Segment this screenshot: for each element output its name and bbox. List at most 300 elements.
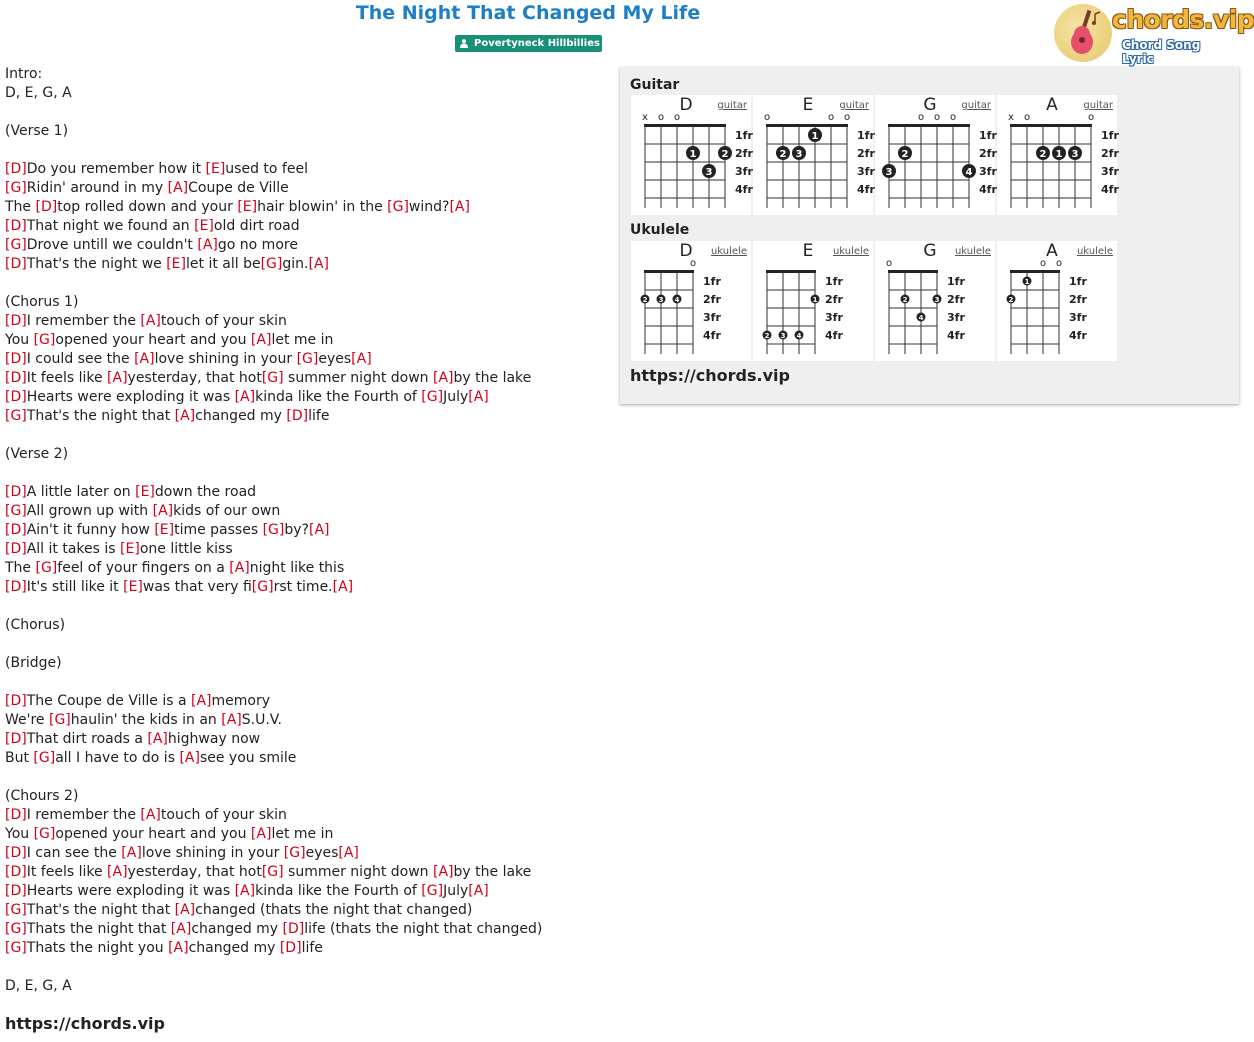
ukulele-chord-diagram-a[interactable]	[997, 241, 1117, 361]
chord-marker[interactable]: [G]	[5, 940, 27, 956]
chord-marker[interactable]: [A]	[121, 845, 142, 861]
chord-marker[interactable]: [D]	[5, 883, 27, 899]
chord-marker[interactable]: [G]	[421, 389, 444, 405]
lyric-text: haulin' the kids in an	[70, 712, 222, 728]
chord-marker[interactable]: [A]	[140, 807, 161, 823]
lyric-text: Intro:	[5, 66, 43, 82]
lyric-text: D, E, G, A	[5, 978, 72, 994]
lyric-text: You	[5, 826, 34, 842]
finger-dot	[808, 128, 822, 142]
fret-label: 2fr	[1069, 293, 1087, 306]
fret-label: 3fr	[979, 165, 997, 178]
finger-number: 1	[811, 131, 819, 142]
chord-marker[interactable]: [D]	[5, 370, 27, 386]
chord-marker[interactable]: [G]	[251, 579, 274, 595]
lyric-line	[5, 255, 542, 274]
fretboard-grid	[753, 95, 873, 215]
lyric-line	[5, 711, 542, 730]
chord-marker[interactable]: [E]	[237, 199, 258, 215]
chord-marker[interactable]: [A]	[308, 256, 329, 272]
lyric-text: I remember the	[26, 313, 141, 329]
finger-dot	[898, 146, 912, 160]
chord-marker[interactable]: [A]	[174, 408, 196, 424]
open-string-marker: o	[1039, 258, 1047, 269]
instrument-link[interactable]: ukulele	[710, 246, 747, 257]
instrument-link[interactable]: guitar	[961, 100, 991, 111]
chord-marker[interactable]: [G]	[5, 237, 27, 253]
finger-number: 2	[1008, 296, 1014, 304]
chord-marker[interactable]: [G]	[49, 712, 71, 728]
fret-label: 1fr	[947, 275, 965, 288]
instrument-link[interactable]: ukulele	[832, 246, 869, 257]
panel-site-url[interactable]: https://chords.vip	[630, 366, 790, 385]
finger-number: 2	[902, 296, 908, 304]
chord-marker[interactable]: [A]	[433, 864, 454, 880]
lyric-text: I remember the	[26, 807, 141, 823]
fret-label: 4fr	[947, 329, 965, 342]
lyric-text: eyes	[305, 845, 339, 861]
finger-number: 4	[674, 296, 680, 304]
finger-number: 2	[901, 149, 909, 160]
song-title: The Night That Changed My Life	[355, 2, 701, 24]
fret-label: 4fr	[1069, 329, 1087, 342]
chord-marker[interactable]: [E]	[166, 256, 186, 272]
guitar-logo-icon	[1054, 4, 1112, 62]
lyric-line	[5, 920, 542, 939]
lyric-line	[5, 293, 542, 312]
lyric-text: love shining in your	[141, 845, 284, 861]
lyric-line	[5, 502, 542, 521]
open-string-marker: o	[827, 112, 835, 123]
lyric-line	[5, 616, 542, 635]
chord-marker[interactable]: [D]	[5, 313, 27, 329]
chord-marker[interactable]: [A]	[174, 902, 196, 918]
finger-dot	[811, 295, 820, 305]
lyric-text: It's still like it	[26, 579, 124, 595]
instrument-link[interactable]: ukulele	[954, 246, 991, 257]
instrument-link[interactable]: guitar	[717, 100, 747, 111]
ukulele-section-label: Ukulele	[630, 222, 690, 238]
open-string-marker: o	[885, 258, 893, 269]
open-string-marker: o	[689, 258, 697, 269]
lyric-text: (Chours 2)	[5, 788, 79, 804]
chord-marker[interactable]: [D]	[5, 389, 27, 405]
chord-marker[interactable]: [E]	[135, 484, 155, 500]
finger-number: 4	[918, 314, 924, 322]
fret-label: 3fr	[857, 165, 875, 178]
chord-marker[interactable]: [A]	[468, 389, 489, 405]
finger-dot	[933, 295, 942, 305]
lyric-line	[5, 350, 542, 369]
open-string-marker: o	[1055, 258, 1063, 269]
person-icon	[460, 39, 468, 48]
chord-marker[interactable]: [D]	[279, 940, 302, 956]
chord-marker[interactable]: [A]	[332, 579, 354, 595]
lyric-text: love shining in your	[154, 351, 297, 367]
chord-marker[interactable]: [G]	[5, 902, 27, 918]
lyric-line	[5, 882, 542, 901]
lyric-line	[5, 749, 542, 768]
lyric-text: S.U.V.	[241, 712, 283, 728]
lyric-line	[5, 369, 542, 388]
finger-number: 3	[885, 167, 893, 178]
fretboard-grid	[631, 95, 751, 215]
lyrics-block	[5, 65, 542, 996]
chord-marker[interactable]: [G]	[5, 921, 27, 937]
lyric-text: see you smile	[199, 750, 297, 766]
lyric-text: Drove untill we couldn't	[26, 237, 198, 253]
open-string-marker: o	[1087, 112, 1095, 123]
lyric-line	[5, 236, 542, 255]
lyric-text: (Verse 1)	[5, 123, 69, 139]
chord-marker[interactable]: [A]	[250, 332, 272, 348]
chord-marker[interactable]: [D]	[5, 845, 27, 861]
open-string-marker: o	[763, 112, 771, 123]
lyric-line	[5, 331, 542, 350]
fretboard-grid	[875, 95, 995, 215]
artist-name: Povertyneck Hillbillies	[474, 38, 600, 49]
fret-label: 2fr	[735, 147, 753, 160]
lyric-text: summer night down	[283, 370, 433, 386]
finger-number: 1	[1055, 149, 1063, 160]
chord-marker[interactable]: [A]	[197, 237, 218, 253]
guitar-chord-diagram-e[interactable]	[753, 95, 873, 215]
finger-dot	[641, 295, 650, 305]
lyric-line	[5, 407, 542, 426]
finger-number: 1	[812, 296, 818, 304]
chord-name: E	[802, 241, 814, 261]
lyric-line	[5, 673, 542, 692]
chord-marker[interactable]: [A]	[152, 503, 174, 519]
finger-dot	[901, 295, 910, 305]
chord-name: D	[679, 95, 693, 115]
chord-marker[interactable]: [G]	[33, 750, 56, 766]
lyric-text: yesterday, that hot	[127, 370, 262, 386]
chord-marker[interactable]: [A]	[134, 351, 155, 367]
chord-marker[interactable]: [D]	[5, 218, 27, 234]
fret-label: 1fr	[703, 275, 721, 288]
logo-tagline: Chord Song Lyric	[1122, 38, 1201, 66]
chord-marker[interactable]: [G]	[260, 256, 283, 272]
ukulele-chord-diagram-d[interactable]	[631, 241, 751, 361]
finger-dot	[795, 331, 804, 341]
chord-marker[interactable]: [D]	[5, 864, 27, 880]
chord-marker[interactable]: [A]	[338, 845, 359, 861]
chord-name: D	[679, 241, 693, 261]
fret-label: 2fr	[947, 293, 965, 306]
lyric-line	[5, 578, 542, 597]
lyric-text: Ridin' around in my	[26, 180, 168, 196]
fret-label: 4fr	[825, 329, 843, 342]
chord-marker[interactable]: [D]	[5, 522, 27, 538]
chord-marker[interactable]: [D]	[5, 541, 27, 557]
open-string-marker: o	[657, 112, 665, 123]
lyric-line	[5, 179, 542, 198]
finger-number: 3	[1071, 149, 1079, 160]
chord-marker[interactable]: [A]	[234, 389, 256, 405]
chord-marker[interactable]: [G]	[261, 370, 284, 386]
fret-label: 2fr	[703, 293, 721, 306]
chord-marker[interactable]: [E]	[194, 218, 214, 234]
lyric-line	[5, 160, 542, 179]
lyric-line	[5, 863, 542, 882]
lyric-text: changed (thats the night that changed)	[195, 902, 473, 918]
finger-dot	[917, 313, 926, 323]
chord-marker[interactable]: [D]	[35, 199, 58, 215]
open-string-marker: o	[1023, 112, 1031, 123]
guitar-chord-diagram-g[interactable]	[875, 95, 995, 215]
lyric-text: let me in	[271, 826, 334, 842]
lyric-line	[5, 312, 542, 331]
fret-label: 1fr	[825, 275, 843, 288]
lyric-line	[5, 768, 542, 787]
muted-string-marker: x	[1008, 112, 1014, 123]
chord-marker[interactable]: [E]	[154, 522, 175, 538]
chord-name: A	[1046, 95, 1058, 115]
chord-marker[interactable]: [G]	[35, 560, 58, 576]
lyric-line	[5, 939, 542, 958]
fret-label: 2fr	[979, 147, 997, 160]
chord-marker[interactable]: [A]	[433, 370, 454, 386]
lyric-text: kinda like the Fourth of	[255, 389, 422, 405]
finger-number: 2	[642, 296, 648, 304]
lyric-text: by?	[284, 522, 309, 538]
lyric-text: life (thats the night that changed)	[304, 921, 543, 937]
chord-marker[interactable]: [A]	[221, 712, 242, 728]
chord-name: G	[923, 241, 937, 261]
lyric-text: July	[443, 389, 469, 405]
open-string-marker: o	[917, 112, 925, 123]
lyric-text: old dirt road	[213, 218, 300, 234]
chord-marker[interactable]: [G]	[387, 199, 409, 215]
chord-marker[interactable]: [E]	[205, 161, 226, 177]
chord-marker[interactable]: [E]	[123, 579, 143, 595]
lyric-text: by the lake	[453, 864, 532, 880]
lyric-text: time passes	[174, 522, 263, 538]
lyric-line	[5, 844, 542, 863]
lyric-text: Hearts were exploding it was	[26, 883, 235, 899]
lyric-line	[5, 217, 542, 236]
lyric-text: The Coupe de Ville is a	[26, 693, 191, 709]
finger-dot	[686, 146, 700, 160]
finger-dot	[882, 164, 896, 178]
finger-number: 1	[689, 149, 697, 160]
site-url-footer[interactable]: https://chords.vip	[5, 1014, 165, 1033]
chord-marker[interactable]: [A]	[229, 560, 250, 576]
fret-label: 1fr	[857, 129, 875, 142]
chord-marker[interactable]: [A]	[308, 522, 330, 538]
lyric-text: I can see the	[26, 845, 122, 861]
chord-marker[interactable]: [G]	[261, 864, 284, 880]
fretboard-grid	[753, 241, 873, 361]
lyric-line	[5, 635, 542, 654]
chord-marker[interactable]: [A]	[179, 750, 200, 766]
lyric-text: let me in	[271, 332, 334, 348]
chord-marker[interactable]: [G]	[33, 332, 56, 348]
lyric-text: But	[5, 750, 34, 766]
finger-number: 3	[658, 296, 664, 304]
instrument-link[interactable]: guitar	[839, 100, 869, 111]
finger-dot	[1068, 146, 1082, 160]
lyric-line	[5, 597, 542, 616]
lyric-line	[5, 122, 542, 141]
chord-marker[interactable]: [G]	[5, 408, 27, 424]
finger-dot	[702, 164, 716, 178]
fret-label: 3fr	[1069, 311, 1087, 324]
chord-marker[interactable]: [D]	[5, 161, 27, 177]
chord-marker[interactable]: [A]	[351, 351, 372, 367]
chord-marker[interactable]: [E]	[120, 541, 140, 557]
lyric-text: feel of your fingers on a	[57, 560, 230, 576]
lyric-text: All grown up with	[26, 503, 153, 519]
chord-marker[interactable]: [A]	[170, 921, 192, 937]
lyric-text: The	[5, 560, 36, 576]
chord-marker[interactable]: [A]	[140, 313, 161, 329]
lyric-line	[5, 274, 542, 293]
lyric-line	[5, 426, 542, 445]
lyric-text: opened your heart and you	[55, 826, 251, 842]
lyric-text: That's the night that	[26, 408, 175, 424]
chord-marker[interactable]: [G]	[421, 883, 444, 899]
chord-marker[interactable]: [G]	[5, 503, 27, 519]
finger-dot	[1036, 146, 1050, 160]
lyric-text: kids of our own	[173, 503, 281, 519]
lyric-line	[5, 141, 542, 160]
lyric-text: (Verse 2)	[5, 446, 69, 462]
chord-marker[interactable]: [G]	[262, 522, 285, 538]
fret-label: 4fr	[857, 183, 875, 196]
lyric-text: yesterday, that hot	[127, 864, 262, 880]
lyric-text: used to feel	[225, 161, 308, 177]
chord-marker[interactable]: [G]	[296, 351, 319, 367]
finger-dot	[763, 331, 772, 341]
lyric-line	[5, 464, 542, 483]
instrument-link[interactable]: guitar	[1083, 100, 1113, 111]
chord-marker[interactable]: [D]	[5, 484, 27, 500]
chord-marker[interactable]: [D]	[5, 256, 27, 272]
lyric-text: was that very fi	[142, 579, 252, 595]
chord-marker[interactable]: [A]	[147, 731, 168, 747]
finger-number: 1	[1024, 278, 1030, 286]
lyric-line	[5, 445, 542, 464]
finger-number: 4	[965, 167, 973, 178]
chord-marker[interactable]: [G]	[33, 826, 56, 842]
chord-marker[interactable]: [G]	[283, 845, 306, 861]
lyric-text: summer night down	[283, 864, 433, 880]
finger-dot	[718, 146, 732, 160]
lyric-text: life	[301, 940, 323, 956]
lyric-text: July	[443, 883, 469, 899]
lyric-text: eyes	[318, 351, 352, 367]
chord-marker[interactable]: [D]	[5, 351, 27, 367]
fret-label: 4fr	[735, 183, 753, 196]
open-string-marker: o	[843, 112, 851, 123]
fret-label: 1fr	[1101, 129, 1119, 142]
lyric-text: The	[5, 199, 36, 215]
artist-badge[interactable]	[455, 35, 602, 52]
finger-dot	[792, 146, 806, 160]
lyric-line	[5, 825, 542, 844]
chord-marker[interactable]: [D]	[5, 579, 27, 595]
chord-marker[interactable]: [A]	[167, 180, 189, 196]
ukulele-chord-diagram-g[interactable]	[875, 241, 995, 361]
fretboard-grid	[997, 95, 1117, 215]
chord-marker[interactable]: [G]	[5, 180, 27, 196]
chord-marker[interactable]: [A]	[449, 199, 470, 215]
muted-string-marker: x	[642, 112, 648, 123]
finger-number: 3	[934, 296, 940, 304]
fret-label: 1fr	[735, 129, 753, 142]
lyric-text: changed my	[195, 408, 287, 424]
lyric-line	[5, 692, 542, 711]
chord-marker[interactable]: [A]	[168, 940, 189, 956]
chord-marker[interactable]: [A]	[250, 826, 272, 842]
site-logo[interactable]	[1054, 3, 1254, 66]
finger-dot	[776, 146, 790, 160]
fret-label: 1fr	[1069, 275, 1087, 288]
finger-number: 4	[796, 332, 802, 340]
fret-label: 3fr	[1101, 165, 1119, 178]
finger-dot	[1023, 277, 1032, 287]
chord-marker[interactable]: [D]	[286, 408, 309, 424]
lyric-text: That night we found an	[26, 218, 195, 234]
lyric-text: changed my	[191, 921, 283, 937]
guitar-chord-diagram-d[interactable]	[631, 95, 751, 215]
ukulele-chord-diagram-e[interactable]	[753, 241, 873, 361]
lyric-text: (Chorus)	[5, 617, 66, 633]
lyric-line	[5, 483, 542, 502]
lyric-text: Thats the night you	[26, 940, 169, 956]
lyric-text: D, E, G, A	[5, 85, 72, 101]
lyric-text: memory	[211, 693, 271, 709]
chord-marker[interactable]: [D]	[5, 693, 27, 709]
chord-name: E	[802, 95, 814, 115]
lyric-text: We're	[5, 712, 49, 728]
lyric-line	[5, 730, 542, 749]
chord-marker[interactable]: [A]	[468, 883, 489, 899]
lyric-text: rst time.	[273, 579, 333, 595]
lyric-text: one little kiss	[139, 541, 233, 557]
guitar-section-label: Guitar	[630, 77, 680, 93]
chord-marker[interactable]: [A]	[107, 370, 128, 386]
lyric-text: You	[5, 332, 34, 348]
fretboard-grid	[631, 241, 751, 361]
lyric-line	[5, 559, 542, 578]
chord-marker[interactable]: [A]	[107, 864, 128, 880]
instrument-link[interactable]: ukulele	[1076, 246, 1113, 257]
chord-marker[interactable]: [D]	[5, 807, 27, 823]
fret-label: 4fr	[1101, 183, 1119, 196]
chord-marker[interactable]: [D]	[5, 731, 27, 747]
lyric-text: life	[308, 408, 330, 424]
fretboard-grid	[997, 241, 1117, 361]
chord-diagrams-panel	[620, 67, 1239, 404]
lyric-line	[5, 521, 542, 540]
fret-label: 2fr	[857, 147, 875, 160]
chord-marker[interactable]: [A]	[191, 693, 212, 709]
lyric-text: That's the night we	[26, 256, 167, 272]
lyric-text: Ain't it funny how	[26, 522, 155, 538]
lyric-text: highway now	[167, 731, 261, 747]
finger-number: 3	[780, 332, 786, 340]
lyric-line	[5, 65, 542, 84]
lyric-line	[5, 540, 542, 559]
chord-marker[interactable]: [D]	[282, 921, 305, 937]
lyric-text: I could see the	[26, 351, 135, 367]
guitar-chord-diagram-a[interactable]	[997, 95, 1117, 215]
lyric-line	[5, 654, 542, 673]
chord-marker[interactable]: [A]	[234, 883, 256, 899]
